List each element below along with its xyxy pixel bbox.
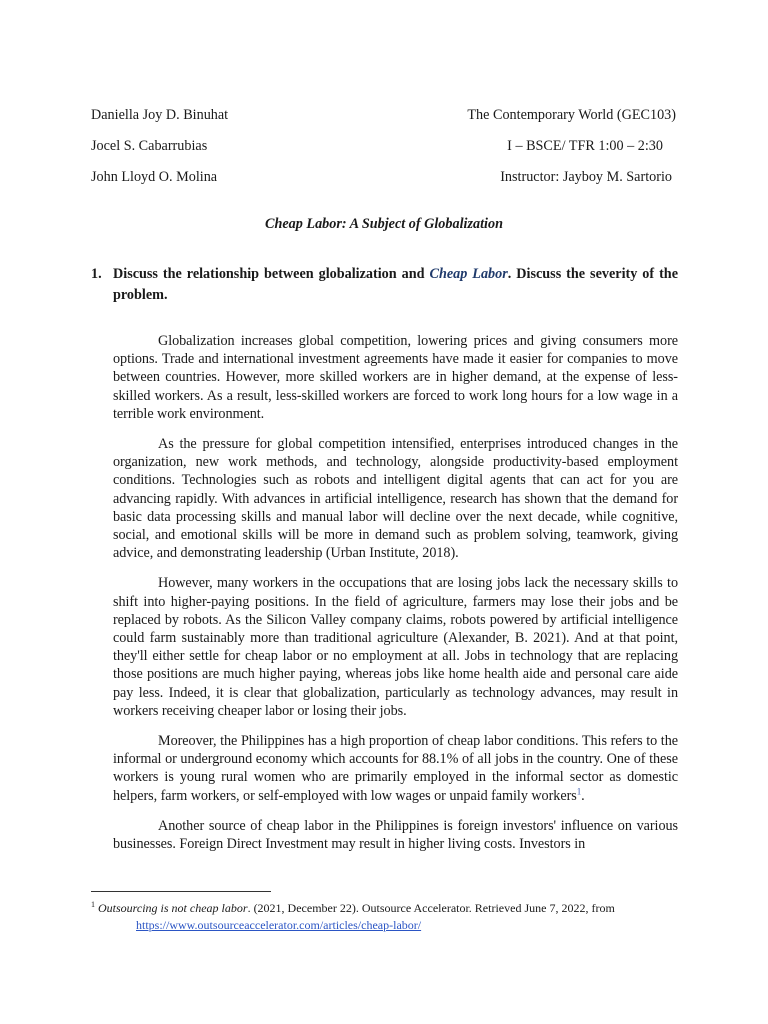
course-title: The Contemporary World (GEC103): [467, 107, 676, 123]
paragraph: As the pressure for global competition intensified, enterprises introduced changes in the organization, new work methods, and technology, alongside productivity-based employment conditions. Technologies such as robots and intelligent digital agents that can act for you are advancing rapidly. With advances in artificial intelligence, research has shown that the demand for basic data processing skills and manual labor will decline over the next decade, while cognitive, social, and emotional skills will be more in demand such as problem solving, teamwork, giving advice, and demonstrating leadership (Urban Institute, 2018).: [113, 436, 678, 562]
header-row: [91, 137, 676, 168]
question-heading: [91, 264, 678, 306]
footnote-reference[interactable]: 1: [576, 785, 582, 796]
paragraph: Another source of cheap labor in the Philippines is foreign investors' influence on various businesses. Foreign Direct Investment may result in higher living costs. Investors in: [113, 817, 678, 853]
question-number: 1.: [91, 266, 102, 282]
footnote-mark: 1: [91, 900, 95, 909]
document-title: Cheap Labor: A Subject of Globalization: [265, 216, 503, 232]
question-part: . Discuss the severity of the problem.: [113, 266, 678, 303]
footnote-citation: . (2021, December 22). Outsource Accelerator. Retrieved June 7, 2022, from: [247, 901, 615, 915]
author-name: John Lloyd O. Molina: [91, 169, 218, 185]
footnote: [91, 900, 691, 934]
document-header: [91, 106, 676, 199]
paragraph: Globalization increases global competition, lowering prices and giving consumers more options. Trade and international investment agreements have made it easier for companies to move between countries. However, more skilled workers are in higher demand, at the expense of less-skilled workers. As a result, less-skilled workers are forced to work long hours for a low wage in a terrible work environment.: [113, 333, 678, 422]
question-part: Discuss the relationship between globalization and: [113, 266, 430, 282]
body-text: [113, 332, 678, 865]
paragraph-text: Moreover, the Philippines has a high proportion of cheap labor conditions. This refers to the informal or underground economy which accounts for 88.1% of all jobs in the country. One of these workers is young rural women who are primarily employed in the informal sector as domestic helpers, farm workers, or self-employed with low wages or unpaid family workers: [113, 733, 678, 804]
section-schedule: I – BSCE/ TFR 1:00 – 2:30: [507, 138, 663, 154]
header-row: [91, 106, 676, 137]
footnote-source-title: Outsourcing is not cheap labor: [98, 901, 248, 915]
question-text: [113, 264, 678, 306]
header-row: [91, 168, 676, 199]
paragraph: However, many workers in the occupations that are losing jobs lack the necessary skills to shift into higher-paying positions. In the field of agriculture, farmers may lose their jobs and be replaced by robots. As the Silicon Valley company claims, robots powered by artificial intelligence could farm sustainably more than traditional agriculture (Alexander, B. 2021). And at that point, they'll either settle for cheap labor or no employment at all. Jobs in technology that are replacing those positions are much higher paying, whereas jobs like home health aide and personal care aide pay less. Indeed, it is clear that globalization, particularly as technology advances, may result in workers receiving cheaper labor or losing their jobs.: [113, 575, 678, 719]
paragraph-end: .: [581, 787, 585, 804]
author-name: Daniella Joy D. Binuhat: [91, 107, 229, 123]
paragraph: [113, 732, 678, 805]
author-name: Jocel S. Cabarrubias: [91, 138, 208, 154]
question-highlight: Cheap Labor: [429, 266, 508, 282]
instructor: Instructor: Jayboy M. Sartorio: [500, 169, 672, 185]
footnote-link[interactable]: https://www.outsourceaccelerator.com/articles/cheap-labor/: [136, 918, 422, 932]
footnote-divider: [91, 891, 271, 892]
